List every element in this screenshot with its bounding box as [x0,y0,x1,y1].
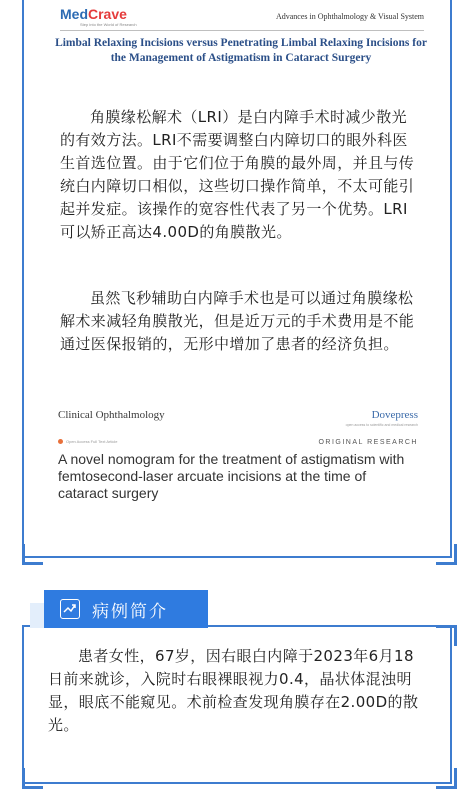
corner-decoration [436,544,457,565]
logo-tagline: Step into the World of Research [80,22,137,27]
header-divider [60,30,424,31]
paragraph-lri: 角膜缘松解术（LRI）是白内障手术时减少散光的有效方法。LRI不需要调整白内障切口的眼外科医生首选位置。由于它们位于角膜的最外周，并且与传统白内障切口相似，这些切口操作简单，不太可能引起并发症。该操作的宽容性代表了另一个优势。LRI可以矫正高达4.00D的角膜散光。 [60,108,415,241]
article-type: ORIGINAL RESEARCH [318,439,418,446]
article-title: Limbal Relaxing Incisions versus Penetrating Limbal Relaxing Incisions for the Management of Astigmatism in Cataract Surgery [55,37,427,64]
corner-decoration [436,768,457,789]
clip-title: A novel nomogram for the treatment of astigmatism with femtosecond-laser arcuate incisions at the time of cataract surgery [58,451,405,501]
journal-name: Advances in Ophthalmology & Visual System [275,12,424,21]
paragraph-femto: 虽然飞秒辅助白内障手术也是可以通过角膜缘松解术来减轻角膜散光，但是近万元的手术费用是不能通过医保报销的，无形中增加了患者的经济负担。 [60,289,415,353]
corner-decoration [436,625,457,646]
clip-publisher-tag: open access to scientific and medical research [345,423,418,427]
clip-publisher: Dovepress [371,409,418,421]
open-access-label: Open Access Full Text Article [58,439,118,444]
open-access-icon [58,439,63,444]
trend-chart-icon [60,599,80,619]
paragraph-case: 患者女性，67岁，因右眼白内障于2023年6月18日前来就诊，入院时右眼裸眼视力0.4，晶状体混浊明显，眼底不能窥见。术前检查发现角膜存在2.00D的散光。 [48,647,419,734]
section-tag [44,590,208,628]
medcrave-logo: MedCrave [60,6,127,22]
clip-journal: Clinical Ophthalmology [58,409,165,421]
paper-clip [58,405,418,515]
tag-shadow [30,603,44,628]
paper-header-clip [40,2,432,88]
section-label: 病例简介 [92,601,168,622]
corner-decoration [22,544,43,565]
corner-decoration [22,768,43,789]
